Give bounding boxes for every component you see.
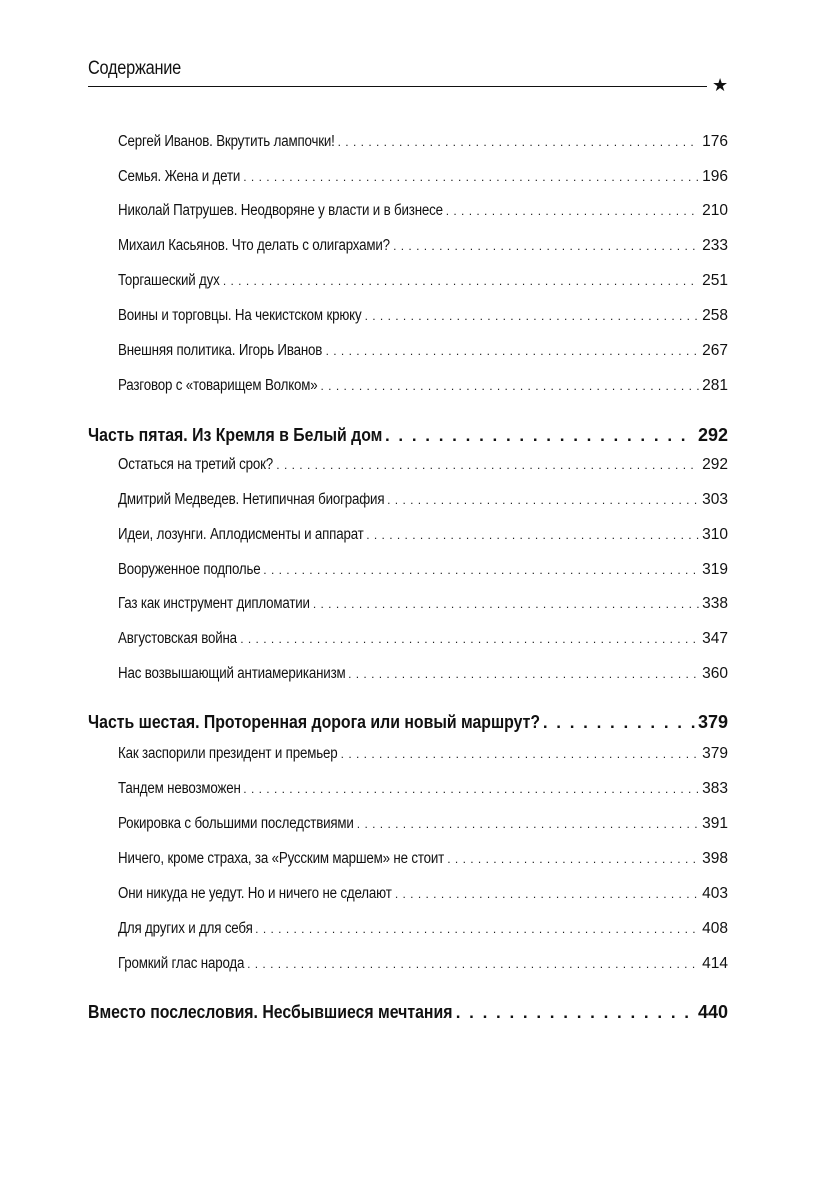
toc-entry: [118, 342, 728, 360]
toc-page-number: 258: [702, 307, 728, 324]
toc-entry-title: Они никуда не уедут. Но и ничего не сделают: [118, 885, 392, 902]
toc-entry-title: Остаться на третий срок?: [118, 456, 274, 473]
toc-entry-title: Внешняя политика. Игорь Иванов: [118, 342, 323, 359]
star-icon: ★: [712, 75, 729, 96]
toc-entry-title: Семья. Жена и дети: [118, 168, 241, 185]
toc-entry: [118, 595, 728, 613]
toc-entry-title: Громкий глас народа: [118, 955, 245, 972]
toc-entry: [118, 377, 728, 395]
toc-page-number: 338: [702, 595, 728, 612]
toc-entry-title: Михаил Касьянов. Что делать с олигархами?: [118, 237, 390, 254]
toc-page-number: 251: [702, 272, 728, 289]
dot-leader: [365, 309, 700, 323]
toc-entry: [118, 815, 728, 833]
dot-leader: [366, 528, 699, 542]
dot-leader: [348, 667, 699, 681]
toc-page-number: 310: [702, 526, 728, 543]
toc-entry: [118, 955, 728, 973]
toc-page-number: 379: [702, 745, 728, 762]
dot-leader: [393, 239, 699, 253]
toc-entry-title: Для других и для себя: [118, 920, 253, 937]
toc-page-number: 196: [702, 168, 728, 185]
dot-leader: [395, 887, 699, 901]
toc-entry: [118, 630, 728, 648]
toc-page-number: 403: [702, 885, 728, 902]
toc-entry-title: Часть шестая. Проторенная дорога или новый маршрут?: [88, 712, 541, 732]
dot-leader: [313, 597, 699, 611]
toc-page-number: 176: [702, 133, 728, 150]
running-head-title: Содержание: [88, 58, 181, 79]
toc-entry-title: Ничего, кроме страха, за «Русским маршем» не стоит: [118, 850, 445, 867]
toc-entry-title: Разговор с «товарищем Волком»: [118, 377, 318, 394]
toc-entry: [118, 168, 728, 186]
toc-entry: [118, 202, 728, 220]
toc-part-entry: [88, 1002, 728, 1023]
toc-entry-title: Идеи, лозунги. Аплодисменты и аппарат: [118, 526, 364, 543]
toc-part-entry: [88, 425, 728, 446]
toc-entry: [118, 491, 728, 509]
toc-page-number: 379: [697, 712, 728, 732]
dot-leader: [243, 170, 699, 184]
toc-page-number: 408: [702, 920, 728, 937]
toc-entry: [118, 526, 728, 544]
toc-page-number: 391: [702, 815, 728, 832]
toc-part-entry: [88, 712, 728, 733]
toc-entry-title: Николай Патрушев. Неодворяне у власти и в бизнесе: [118, 202, 443, 219]
dot-leader: [338, 135, 699, 149]
dot-leader: [321, 379, 700, 393]
toc-page-number: 210: [702, 202, 728, 219]
toc-entry-title: Рокировка с большими последствиями: [118, 815, 354, 832]
toc-page-number: 414: [702, 955, 728, 972]
dot-leader: [247, 957, 699, 971]
dot-leader: [240, 632, 699, 646]
toc-entry: [118, 133, 728, 151]
toc-entry: [118, 780, 728, 798]
toc-page-number: 233: [702, 237, 728, 254]
toc-page-number: 347: [702, 630, 728, 647]
toc-entry-title: Сергей Иванов. Вкрутить лампочки!: [118, 133, 335, 150]
toc-entry-title: Дмитрий Медведев. Нетипичная биография: [118, 491, 385, 508]
toc-entry: [118, 456, 728, 474]
toc-page-number: 281: [702, 377, 728, 394]
toc-entry: [118, 307, 728, 325]
toc-page-number: 292: [697, 425, 728, 445]
toc-entry: [118, 920, 728, 938]
toc-entry: [118, 850, 728, 868]
dot-leader: [446, 204, 699, 218]
dot-leader: [543, 713, 695, 733]
dot-leader: [326, 344, 700, 358]
toc-page-number: 303: [702, 491, 728, 508]
dot-leader: [357, 817, 699, 831]
header-rule: [88, 86, 707, 87]
dot-leader: [387, 493, 699, 507]
dot-leader: [255, 922, 699, 936]
dot-leader: [447, 852, 699, 866]
dot-leader: [263, 563, 699, 577]
toc-page-number: 267: [702, 342, 728, 359]
toc-entry: [118, 745, 728, 763]
dot-leader: [385, 426, 695, 446]
dot-leader: [223, 274, 699, 288]
dot-leader: [456, 1003, 695, 1023]
toc-entry: [118, 272, 728, 290]
dot-leader: [243, 782, 699, 796]
toc-entry-title: Вместо послесловия. Несбывшиеся мечтания: [88, 1002, 453, 1022]
toc-entry-title: Часть пятая. Из Кремля в Белый дом: [88, 425, 383, 445]
dot-leader: [341, 747, 699, 761]
toc-entry: [118, 665, 728, 683]
toc-entry-title: Нас возвышающий антиамериканизм: [118, 665, 346, 682]
toc-entry-title: Торгашеский дух: [118, 272, 220, 289]
toc-entry-title: Вооруженное подполье: [118, 561, 261, 578]
toc-entry-title: Тандем невозможен: [118, 780, 241, 797]
toc-page-number: 398: [702, 850, 728, 867]
toc-page-number: 292: [702, 456, 728, 473]
toc-entry: [118, 237, 728, 255]
toc-page-number: 440: [697, 1002, 728, 1022]
toc-page-number: 383: [702, 780, 728, 797]
toc-entry-title: Газ как инструмент дипломатии: [118, 595, 310, 612]
dot-leader: [276, 458, 699, 472]
toc-page-number: 360: [702, 665, 728, 682]
toc-entry: [118, 561, 728, 579]
toc-entry-title: Как заспорили президент и премьер: [118, 745, 338, 762]
toc-entry-title: Августовская война: [118, 630, 237, 647]
toc-page-number: 319: [702, 561, 728, 578]
toc-entry-title: Воины и торговцы. На чекистском крюку: [118, 307, 362, 324]
toc-entry: [118, 885, 728, 903]
